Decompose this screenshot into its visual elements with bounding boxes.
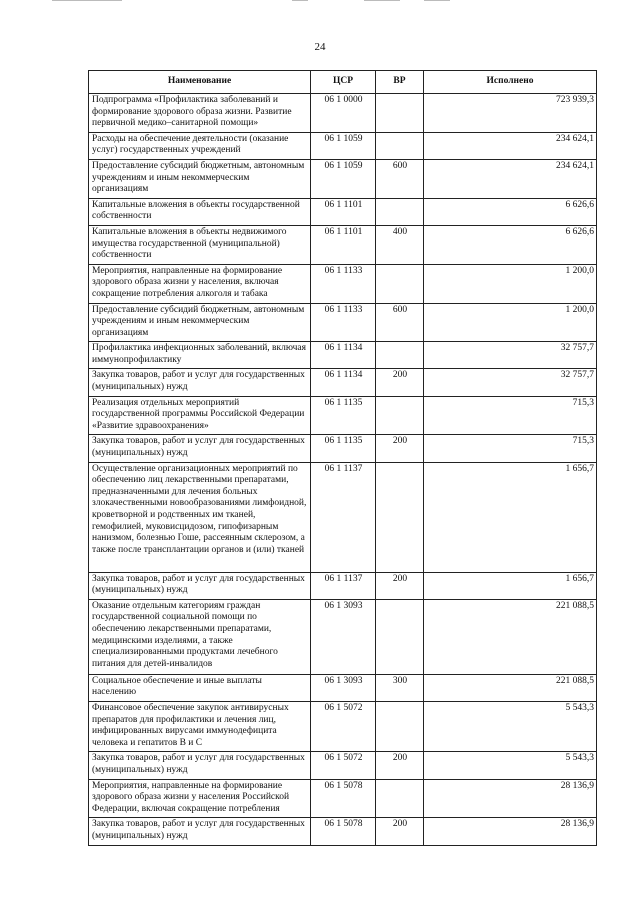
cell-csr: 06 1 5078 — [311, 818, 376, 845]
cell-name: Реализация отдельных мероприятий государственной программы Российской Федерации «Развитие здравоохранения» — [89, 396, 311, 435]
cell-name: Закупка товаров, работ и услуг для государственных (муниципальных) нужд — [89, 572, 311, 599]
cell-name: Закупка товаров, работ и услуг для государственных (муниципальных) нужд — [89, 818, 311, 845]
table-row — [89, 779, 597, 818]
table-row — [89, 435, 597, 462]
cell-name: Расходы на обеспечение деятельности (оказание услуг) государственных учреждений — [89, 132, 311, 159]
table-row — [89, 159, 597, 198]
cell-vr: 300 — [376, 674, 424, 701]
cell-csr: 06 1 1137 — [311, 572, 376, 599]
cell-done: 1 200,0 — [424, 303, 597, 342]
cell-csr: 06 1 5072 — [311, 752, 376, 779]
cell-done: 6 626,6 — [424, 198, 597, 225]
cell-name: Социальное обеспечение и иные выплаты населению — [89, 674, 311, 701]
cell-done: 28 136,9 — [424, 818, 597, 845]
table-header-row — [89, 71, 597, 94]
cell-done: 234 624,1 — [424, 159, 597, 198]
table-row — [89, 462, 597, 572]
cell-name: Оказание отдельным категориям граждан государственной социальной помощи по обеспечению лекарственными препаратами, медицинскими изделиями, а также специализированными продуктами лечебного питания для детей-инвалидов — [89, 599, 311, 674]
header-name: Наименование — [89, 71, 311, 94]
cell-done: 1 200,0 — [424, 264, 597, 303]
cell-csr: 06 1 1135 — [311, 396, 376, 435]
cell-csr: 06 1 1133 — [311, 264, 376, 303]
cell-csr: 06 1 1059 — [311, 132, 376, 159]
cell-done: 32 757,7 — [424, 342, 597, 369]
cell-vr — [376, 702, 424, 752]
cell-name: Финансовое обеспечение закупок антивирусных препаратов для профилактики и лечения лиц, инфицированных вирусами иммунодефицита человека и гепатитов В и С — [89, 702, 311, 752]
cell-csr: 06 1 1137 — [311, 462, 376, 572]
cell-csr: 06 1 1101 — [311, 225, 376, 264]
cell-csr: 06 1 1133 — [311, 303, 376, 342]
budget-execution-table — [88, 70, 597, 846]
cell-vr — [376, 462, 424, 572]
cell-vr: 400 — [376, 225, 424, 264]
cell-vr: 200 — [376, 435, 424, 462]
table-row — [89, 94, 597, 133]
cell-vr: 200 — [376, 369, 424, 396]
cell-done: 715,3 — [424, 396, 597, 435]
table-row — [89, 369, 597, 396]
cell-done: 234 624,1 — [424, 132, 597, 159]
cell-done: 5 543,3 — [424, 752, 597, 779]
cell-name: Закупка товаров, работ и услуг для государственных (муниципальных) нужд — [89, 752, 311, 779]
table-row — [89, 198, 597, 225]
table-row — [89, 264, 597, 303]
header-done: Исполнено — [424, 71, 597, 94]
table-row — [89, 396, 597, 435]
table-row — [89, 674, 597, 701]
cell-vr — [376, 779, 424, 818]
cell-done: 5 543,3 — [424, 702, 597, 752]
cell-name: Мероприятия, направленные на формирование здорового образа жизни у населения, включая сокращение потребления алкоголя и табака — [89, 264, 311, 303]
cell-name: Предоставление субсидий бюджетным, автономным учреждениям и иным некоммерческим организациям — [89, 303, 311, 342]
cell-vr — [376, 94, 424, 133]
cell-vr: 200 — [376, 752, 424, 779]
table-row — [89, 752, 597, 779]
cell-vr — [376, 264, 424, 303]
scan-edge-marks — [0, 0, 640, 6]
cell-done: 221 088,5 — [424, 674, 597, 701]
cell-done: 28 136,9 — [424, 779, 597, 818]
cell-vr — [376, 132, 424, 159]
cell-done: 32 757,7 — [424, 369, 597, 396]
cell-name: Мероприятия, направленные на формирование здорового образа жизни у населения Российской Федерации, включая сокращение потребления — [89, 779, 311, 818]
header-csr: ЦСР — [311, 71, 376, 94]
cell-done: 715,3 — [424, 435, 597, 462]
cell-done: 1 656,7 — [424, 572, 597, 599]
table-row — [89, 572, 597, 599]
cell-csr: 06 1 1135 — [311, 435, 376, 462]
page-number: 24 — [314, 41, 326, 53]
table-row — [89, 303, 597, 342]
cell-name: Капитальные вложения в объекты недвижимого имущества государственной (муниципальной) собственности — [89, 225, 311, 264]
cell-vr: 200 — [376, 818, 424, 845]
header-vr: ВР — [376, 71, 424, 94]
table-row — [89, 342, 597, 369]
cell-csr: 06 1 1059 — [311, 159, 376, 198]
cell-vr: 600 — [376, 303, 424, 342]
cell-name: Профилактика инфекционных заболеваний, включая иммунопрофилактику — [89, 342, 311, 369]
cell-name: Подпрограмма «Профилактика заболеваний и формирование здорового образа жизни. Развитие первичной медико–санитарной помощи» — [89, 94, 311, 133]
cell-csr: 06 1 1101 — [311, 198, 376, 225]
cell-done: 1 656,7 — [424, 462, 597, 572]
cell-vr — [376, 342, 424, 369]
cell-name: Закупка товаров, работ и услуг для государственных (муниципальных) нужд — [89, 369, 311, 396]
cell-csr: 06 1 5078 — [311, 779, 376, 818]
cell-vr: 600 — [376, 159, 424, 198]
cell-csr: 06 1 3093 — [311, 599, 376, 674]
table-body — [89, 94, 597, 846]
cell-vr — [376, 198, 424, 225]
cell-done: 221 088,5 — [424, 599, 597, 674]
cell-csr: 06 1 3093 — [311, 674, 376, 701]
cell-csr: 06 1 1134 — [311, 342, 376, 369]
cell-name: Закупка товаров, работ и услуг для государственных (муниципальных) нужд — [89, 435, 311, 462]
table-row — [89, 599, 597, 674]
cell-vr: 200 — [376, 572, 424, 599]
table-row — [89, 132, 597, 159]
cell-done: 723 939,3 — [424, 94, 597, 133]
cell-csr: 06 1 5072 — [311, 702, 376, 752]
cell-csr: 06 1 1134 — [311, 369, 376, 396]
table-row — [89, 225, 597, 264]
cell-vr — [376, 599, 424, 674]
table-row — [89, 818, 597, 845]
cell-name: Капитальные вложения в объекты государственной собственности — [89, 198, 311, 225]
cell-name: Предоставление субсидий бюджетным, автономным учреждениям и иным некоммерческим организациям — [89, 159, 311, 198]
cell-name: Осуществление организационных мероприятий по обеспечению лиц лекарственными препаратами, предназначенными для лечения больных злокачественными новообразованиями лимфоидной, кроветворной и родственных им тканей, гемофилией, муковисцидозом, гипофизарным нанизмом, болезнью Гоше, рассеянным склерозом, а также после трансплантации органов и (или) тканей — [89, 462, 311, 572]
cell-csr: 06 1 0000 — [311, 94, 376, 133]
cell-done: 6 626,6 — [424, 225, 597, 264]
cell-vr — [376, 396, 424, 435]
table-row — [89, 702, 597, 752]
